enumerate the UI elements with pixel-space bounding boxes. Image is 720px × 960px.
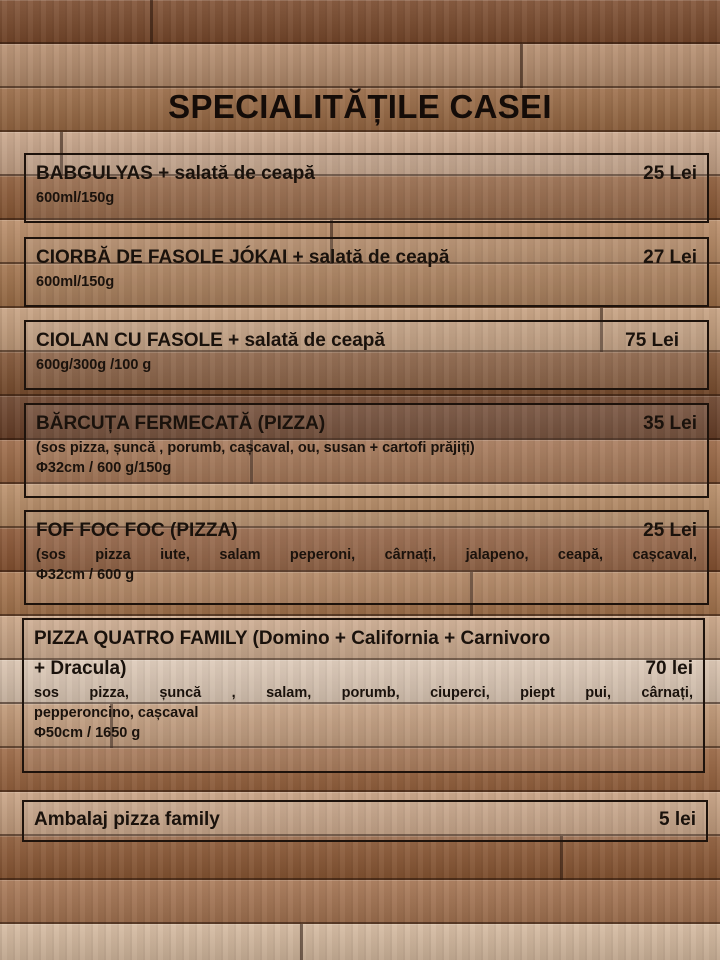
item-name: Ambalaj pizza family bbox=[34, 809, 220, 830]
menu-item bbox=[24, 320, 709, 390]
menu-item bbox=[24, 403, 709, 498]
menu-item bbox=[24, 510, 709, 605]
item-name-continued: + Dracula) bbox=[34, 658, 127, 679]
item-name: FOF FOC FOC (PIZZA) bbox=[36, 520, 238, 541]
item-price: 25 Lei bbox=[643, 520, 697, 541]
menu-item bbox=[24, 153, 709, 223]
item-detail: 600g/300g /100 g bbox=[36, 357, 152, 373]
item-ingredients: (sos pizza, șuncă , porumb, cașcaval, ou, susan + cartofi prăjiți) bbox=[36, 440, 475, 456]
item-detail: 600ml/150g bbox=[36, 190, 115, 206]
item-price: 70 lei bbox=[645, 658, 693, 679]
menu-item bbox=[24, 237, 709, 307]
page-title: SPECIALITĂȚILE CASEI bbox=[168, 88, 552, 125]
item-price: 75 Lei bbox=[625, 330, 679, 351]
menu-item bbox=[22, 800, 708, 842]
item-price: 5 lei bbox=[659, 809, 696, 830]
item-price: 25 Lei bbox=[643, 163, 697, 184]
item-ingredients-continued: pepperoncino, cașcaval bbox=[34, 705, 199, 721]
item-detail: 600ml/150g bbox=[36, 274, 115, 290]
item-price: 27 Lei bbox=[643, 247, 697, 268]
item-ingredients: (sos pizza iute, salam peperoni, cârnați, jalapeno, ceapă, cașcaval, bbox=[36, 547, 697, 563]
item-price: 35 Lei bbox=[643, 413, 697, 434]
item-name: BĂRCUȚA FERMECATĂ (PIZZA) bbox=[36, 413, 326, 434]
item-size: Φ50cm / 1650 g bbox=[34, 725, 141, 741]
item-name: PIZZA QUATRO FAMILY (Domino + California + Carnivoro bbox=[34, 628, 551, 649]
item-name: BABGULYAS + salată de ceapă bbox=[36, 163, 315, 184]
menu-item bbox=[22, 618, 705, 773]
item-size: Φ32cm / 600 g bbox=[36, 567, 135, 583]
item-name: CIOLAN CU FASOLE + salată de ceapă bbox=[36, 330, 385, 351]
item-name: CIORBĂ DE FASOLE JÓKAI + salată de ceapă bbox=[36, 247, 450, 268]
item-size: Φ32cm / 600 g/150g bbox=[36, 460, 172, 476]
item-ingredients: sos pizza, șuncă , salam, porumb, ciuperci, piept pui, cârnați, bbox=[34, 685, 693, 701]
